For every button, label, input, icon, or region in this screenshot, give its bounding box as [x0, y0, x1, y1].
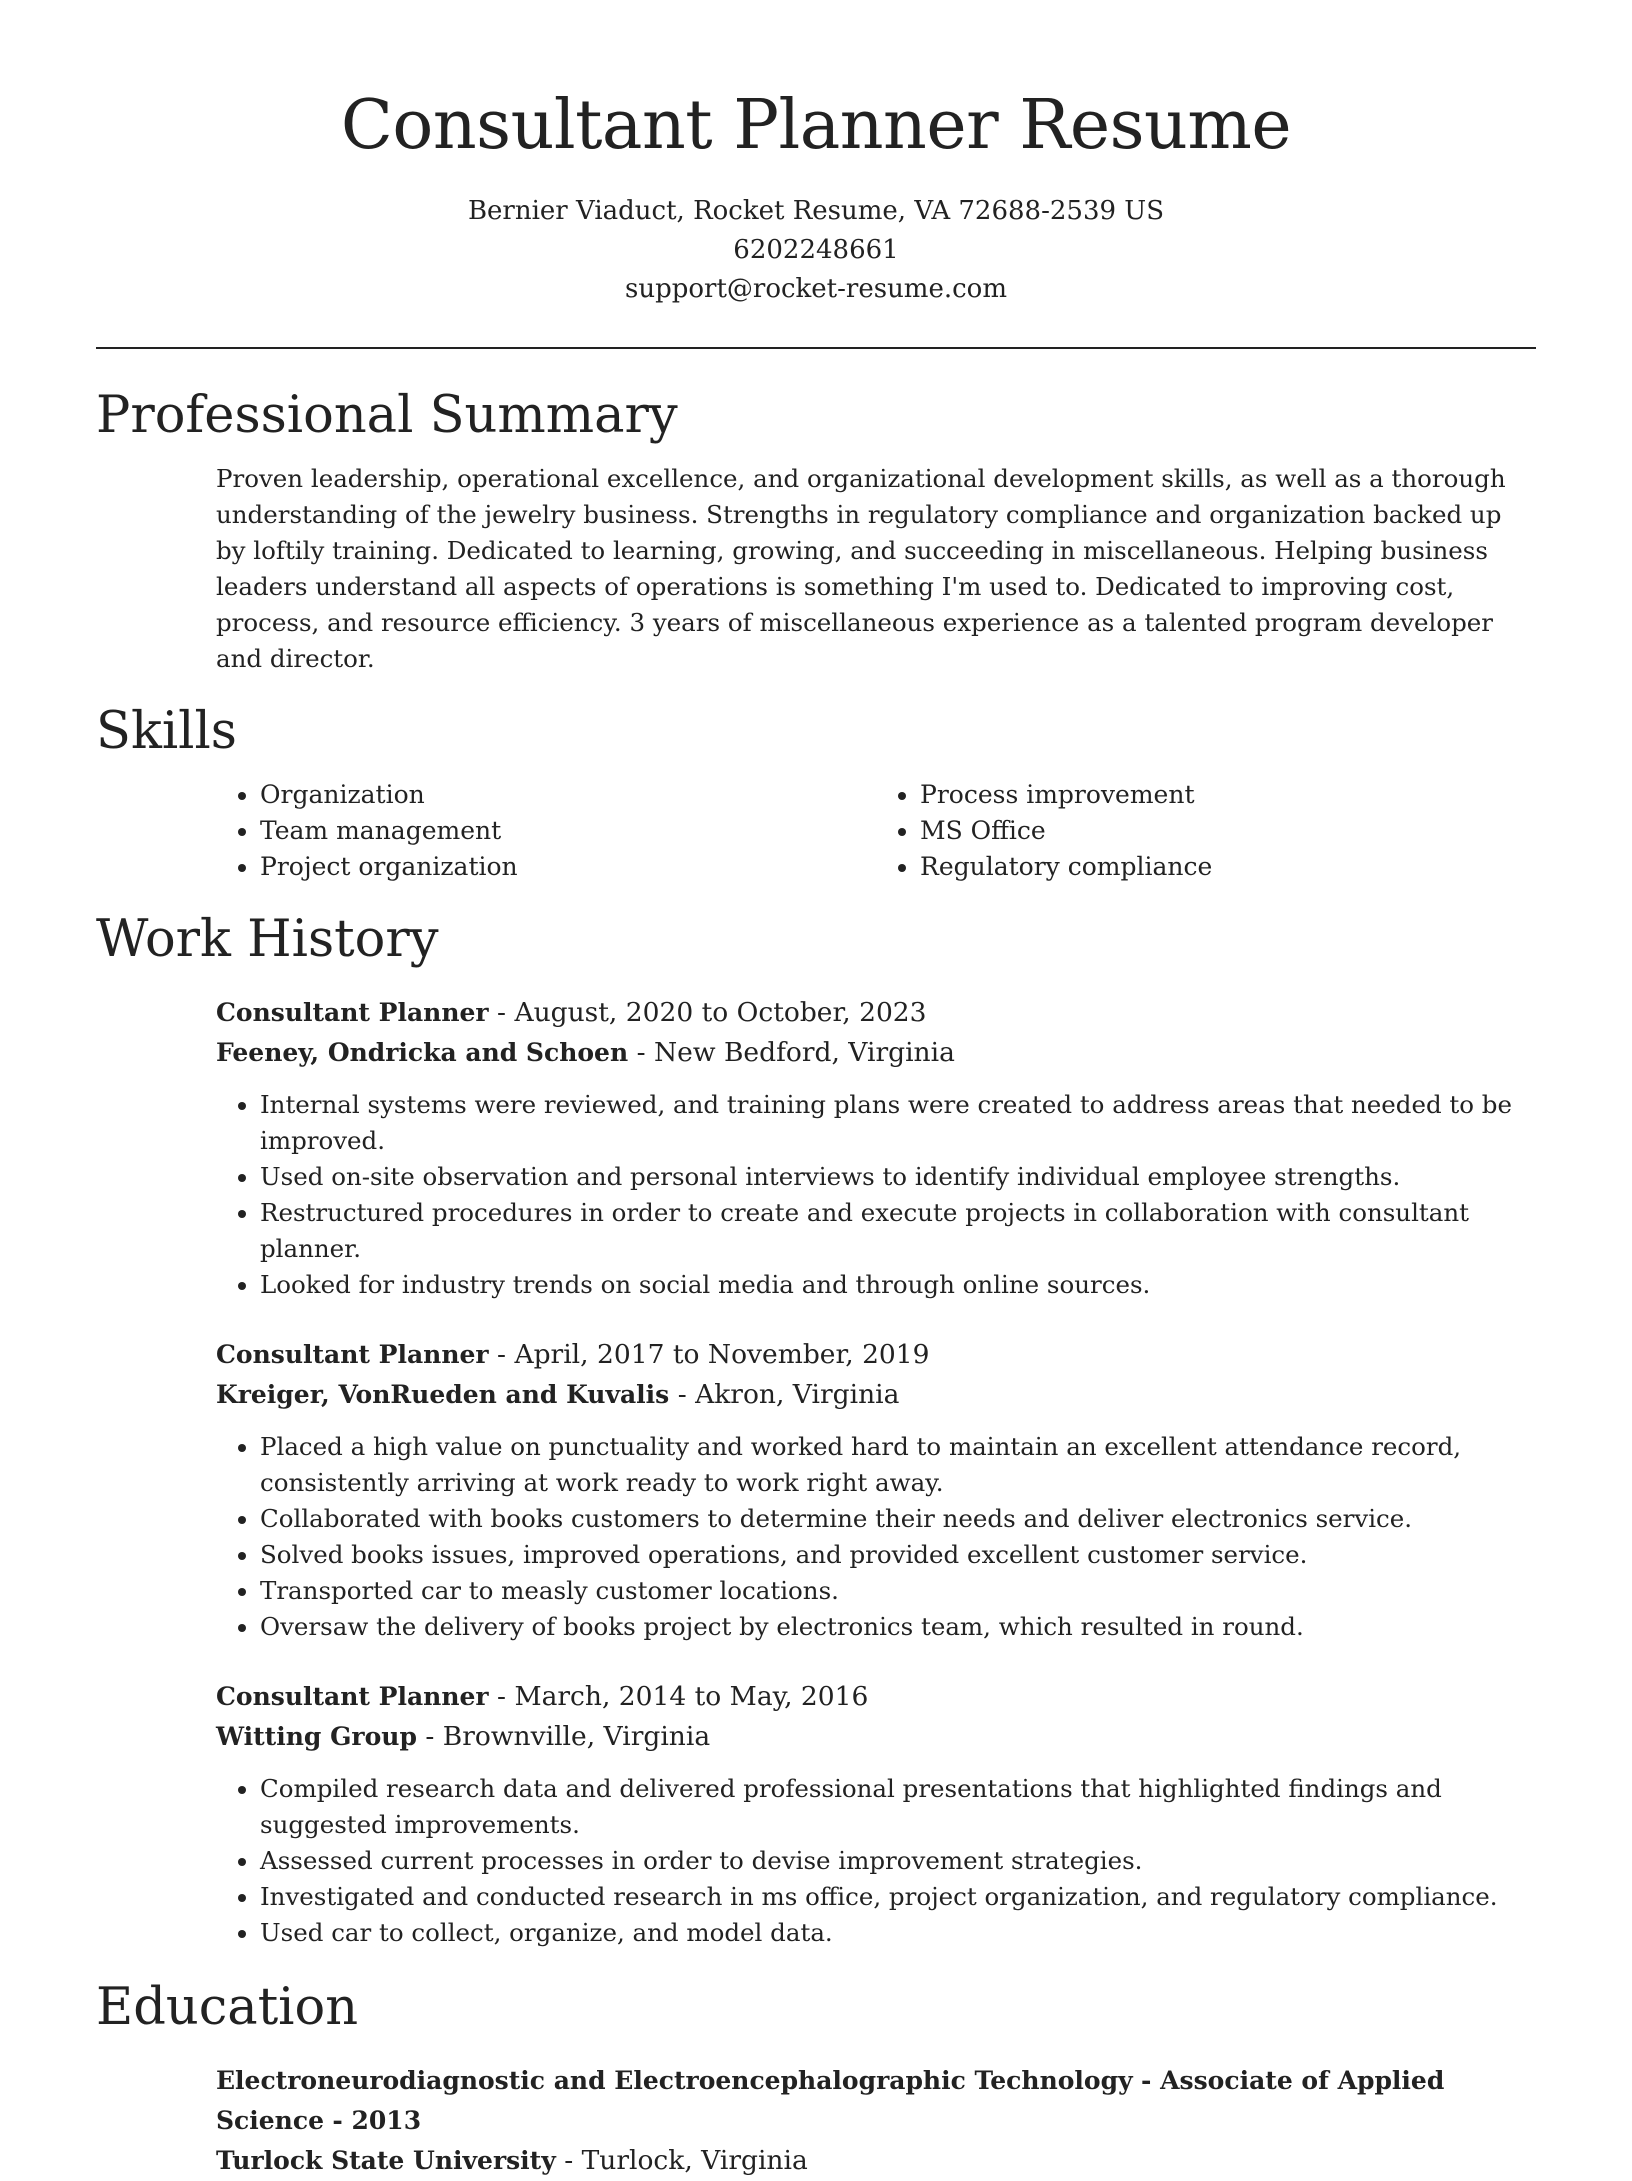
work-section	[96, 909, 1536, 1951]
skills-column-left	[216, 777, 876, 885]
job-company-line: Feeney, Ondricka and Schoen - New Bedford, Virginia	[216, 1037, 955, 1068]
job-bullet: • Solved books issues, improved operations, and provided excellent customer service.	[260, 1537, 1536, 1573]
job-company: Kreiger, VonRueden and Kuvalis	[216, 1380, 670, 1409]
education-heading: Education	[96, 1978, 359, 2037]
education-program: Electroneurodiagnostic and Electroencephalographic Technology	[216, 2066, 1133, 2095]
job-company-line: Kreiger, VonRueden and Kuvalis - Akron, Virginia	[216, 1379, 900, 1410]
skills-heading: Skills	[96, 702, 237, 761]
summary-heading: Professional Summary	[96, 386, 678, 445]
job-bullet: • Transported car to measly customer locations.	[260, 1573, 1536, 1609]
job-bullets	[216, 1429, 1536, 1645]
phone: 6202248661	[733, 235, 899, 265]
address: Bernier Viaduct, Rocket Resume, VA 72688-2539 US	[467, 196, 1165, 226]
education-entry	[96, 2061, 1536, 2181]
job-bullet: • Looked for industry trends on social media and through online sources.	[260, 1267, 1536, 1303]
job-entry	[96, 1335, 1536, 1645]
job-bullet: • Collaborated with books customers to determine their needs and deliver electronics service.	[260, 1501, 1536, 1537]
contact-block	[96, 192, 1536, 309]
job-location: Brownville, Virginia	[442, 1721, 711, 1752]
job-location: New Bedford, Virginia	[653, 1037, 955, 1068]
job-bullet: • Investigated and conducted research in ms office, project organization, and regulatory compliance.	[260, 1879, 1536, 1915]
skills-column-right	[876, 777, 1536, 885]
job-bullet: • Oversaw the delivery of books project by electronics team, which resulted in round.	[260, 1609, 1536, 1645]
job-company: Witting Group	[216, 1722, 417, 1751]
job-bullet: • Used car to collect, organize, and model data.	[260, 1915, 1536, 1951]
job-bullet: • Assessed current processes in order to devise improvement strategies.	[260, 1843, 1536, 1879]
job-bullet: • Used on-site observation and personal interviews to identify individual employee strengths.	[260, 1159, 1536, 1195]
education-year: 2013	[351, 2106, 422, 2135]
job-entry	[96, 1677, 1536, 1951]
header-divider	[96, 347, 1536, 349]
skill-item: • Regulatory compliance	[920, 849, 1536, 885]
job-title: Consultant Planner	[216, 1340, 489, 1369]
job-dates: August, 2020 to October, 2023	[514, 997, 927, 1028]
education-section	[96, 1977, 1536, 2181]
education-program-line: Electroneurodiagnostic and Electroencephalographic Technology - Associate of Applied Science - 2013	[216, 2066, 1445, 2135]
job-title-line: Consultant Planner - April, 2017 to November, 2019	[216, 1339, 930, 1370]
skill-item: • Project organization	[260, 849, 876, 885]
resume-title: Consultant Planner Resume	[340, 86, 1292, 165]
job-bullet: • Restructured procedures in order to create and execute projects in collaboration with consultant planner.	[260, 1195, 1536, 1267]
summary-section	[96, 385, 1536, 677]
job-company: Feeney, Ondricka and Schoen	[216, 1038, 629, 1067]
email: support@rocket-resume.com	[624, 274, 1007, 304]
education-degree: Associate of Applied Science	[216, 2066, 1445, 2135]
job-title: Consultant Planner	[216, 1682, 489, 1711]
job-bullet: • Internal systems were reviewed, and training plans were created to address areas that needed to be improved.	[260, 1087, 1536, 1159]
job-dates: March, 2014 to May, 2016	[514, 1681, 869, 1712]
job-title: Consultant Planner	[216, 998, 489, 1027]
skill-item: • MS Office	[920, 813, 1536, 849]
education-school-line: Turlock State University - Turlock, Virginia	[216, 2145, 808, 2176]
work-heading: Work History	[96, 910, 439, 969]
summary-text: Proven leadership, operational excellence, and organizational development skills, as well as a thorough understanding of the jewelry business. Strengths in regulatory compliance and organization backed up by loftily training. Dedicated to learning, growing, and succeeding in miscellaneous. Helping business leaders understand all aspects of operations is something I'm used to. Dedicated to improving cost, process, and resource efficiency. 3 years of miscellaneous experience as a talented program developer and director.	[216, 464, 1506, 673]
job-title-line: Consultant Planner - March, 2014 to May, 2016	[216, 1681, 869, 1712]
education-school: Turlock State University	[216, 2146, 556, 2175]
job-bullets	[216, 1771, 1536, 1951]
skill-item: • Organization	[260, 777, 876, 813]
skills-section	[96, 701, 1536, 885]
education-location: Turlock, Virginia	[581, 2145, 808, 2176]
job-dates: April, 2017 to November, 2019	[514, 1339, 930, 1370]
job-bullet: • Compiled research data and delivered professional presentations that highlighted findings and suggested improvements.	[260, 1771, 1536, 1843]
skills-list	[96, 777, 1536, 885]
job-bullets	[216, 1087, 1536, 1303]
job-location: Akron, Virginia	[695, 1379, 900, 1410]
job-company-line: Witting Group - Brownville, Virginia	[216, 1721, 711, 1752]
job-bullet: • Placed a high value on punctuality and worked hard to maintain an excellent attendance record, consistently arriving at work ready to work right away.	[260, 1429, 1536, 1501]
resume-header	[96, 0, 1536, 309]
job-entry	[96, 993, 1536, 1303]
job-title-line: Consultant Planner - August, 2020 to October, 2023	[216, 997, 927, 1028]
skill-item: • Process improvement	[920, 777, 1536, 813]
skill-item: • Team management	[260, 813, 876, 849]
